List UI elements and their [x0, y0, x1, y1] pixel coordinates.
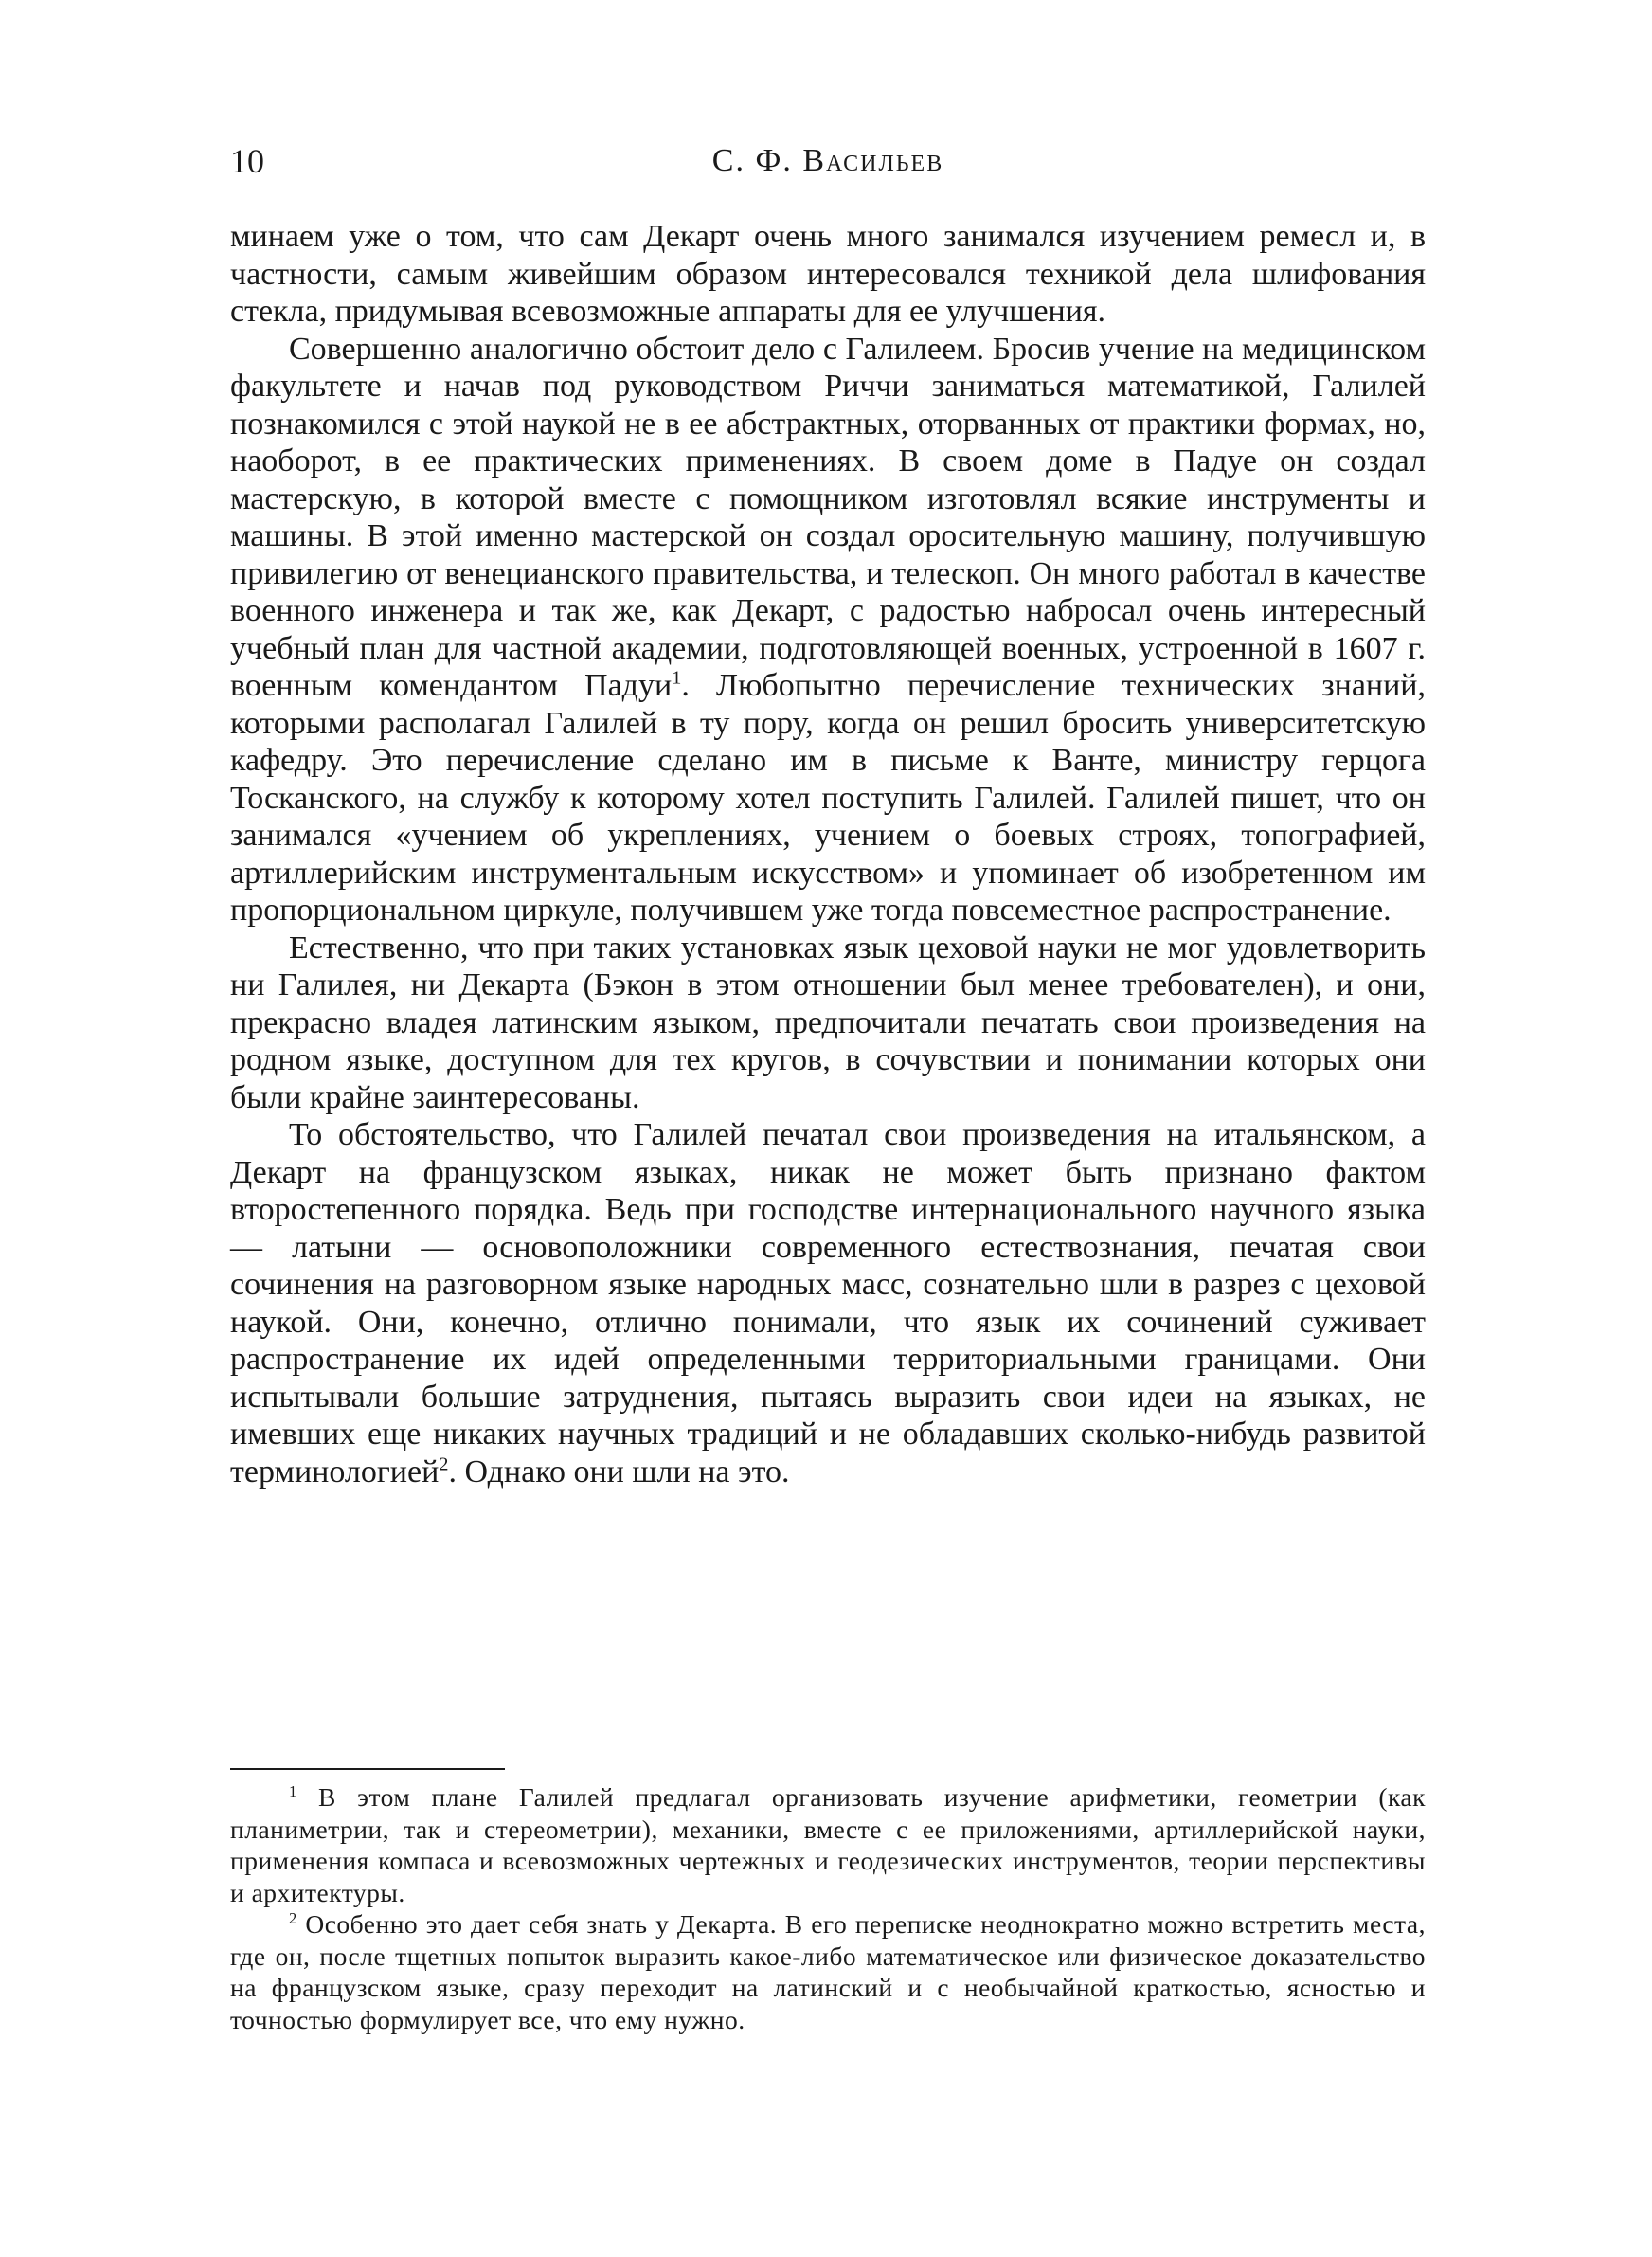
page-number: 10 — [230, 142, 264, 180]
footnote-2 — [230, 1908, 1426, 2035]
paragraph-2-text-a: Совершенно аналогично обстоит дело с Галилеем. Бросив учение на медицинском факультете и начав под руководством Риччи заниматься математикой, Галилей познакомился с этой наукой не в ее абстрактных, оторванных от практики формах, но, наоборот, в ее практических применениях. В своем доме в Падуе он создал мастерскую, в которой вместе с помощником изготовлял всякие инструменты и машины. В этой именно мастерской он создал оросительную машину, получившую привилегию от венецианского правительства, и телескоп. Он много работал в качестве военного инженера и так же, как Декарт, с радостью набросал очень интересный учебный план для частной академии, подготовляющей военных, устроенной в 1607 г. военным комендантом Падуи — [230, 331, 1426, 703]
main-text — [230, 218, 1426, 1490]
paragraph-1: минаем уже о том, что сам Декарт очень много занимался изучением ремесл и, в частности, самым живейшим образом интересовался техникой дела шлифования стекла, придумывая всевозможные аппараты для ее улучшения. — [230, 219, 1426, 329]
footnotes — [230, 1781, 1426, 2035]
footnote-2-mark: 2 — [289, 1908, 297, 1927]
running-title: С. Ф. Васильев — [711, 143, 944, 178]
footnote-divider — [230, 1768, 505, 1770]
paragraph-3: Естественно, что при таких установках язык цеховой науки не мог удовлетворить ни Галилея, ни Декарта (Бэкон в этом отношении был менее требователен), и они, прекрасно владея латинским языком, предпочитали печатать свои произведения на родном языке, доступном для тех кругов, в сочувствии и понимании которых они были крайне заинтересованы. — [230, 930, 1426, 1115]
paragraph-2-text-b: . Любопытно перечисление технических знаний, которыми располагал Галилей в ту пору, когда он решил бросить университетскую кафедру. Это перечисление сделано им в письме к Ванте, министру герцога Тосканского, на службу к которому хотел поступить Галилей. Галилей пишет, что он занимался «учением об укреплениях, учением о боевых строях, топографией, артиллерийским инструментальным искусством» и упоминает об изобретенном им пропорциональном циркуле, получившем уже тогда повсеместное распространение. — [230, 668, 1426, 928]
paragraph-4-text-b: . Однако они шли на это. — [448, 1454, 790, 1490]
paragraph-4 — [230, 1116, 1426, 1490]
footnote-1 — [230, 1781, 1426, 1908]
footnote-1-mark: 1 — [289, 1781, 297, 1800]
footnote-ref-2: 2 — [439, 1454, 449, 1475]
footnote-ref-1: 1 — [672, 667, 682, 689]
paragraph-2 — [230, 331, 1426, 930]
paragraph-4-text-a: То обстоятельство, что Галилей печатал свои произведения на итальянском, а Декарт на французском языках, никак не может быть признано фактом второстепенного порядка. Ведь при господстве интернационального научного языка — латыни — основоположники современного естествознания, печатая свои сочинения на разговорном языке народных масс, сознательно шли в разрез с цеховой наукой. Они, конечно, отлично понимали, что язык их сочинений суживает распространение их идей определенными территориальными границами. Они испытывали большие затруднения, пытаясь выразить свои идеи на языках, не имевших еще никаких научных традиций и не обладавших сколько-нибудь развитой терминологией — [230, 1117, 1426, 1490]
page-header — [230, 133, 1426, 190]
footnote-1-text: В этом плане Галилей предлагал организовать изучение арифметики, геометрии (как планиметрии, так и стереометрии), механики, вместе с ее приложениями, артиллерийской науки, применения компаса и всевозможных чертежных и геодезических инструментов, теории перспективы и архитектуры. — [230, 1782, 1426, 1907]
footnote-2-text: Особенно это дает себя знать у Декарта. В его переписке неоднократно можно встретить места, где он, после тщетных попыток выразить какое-либо математическое или физическое доказательство на французском языке, сразу переходит на латинский и с необычайной краткостью, ясностью и точностью формулирует все, что ему нужно. — [230, 1909, 1426, 2034]
